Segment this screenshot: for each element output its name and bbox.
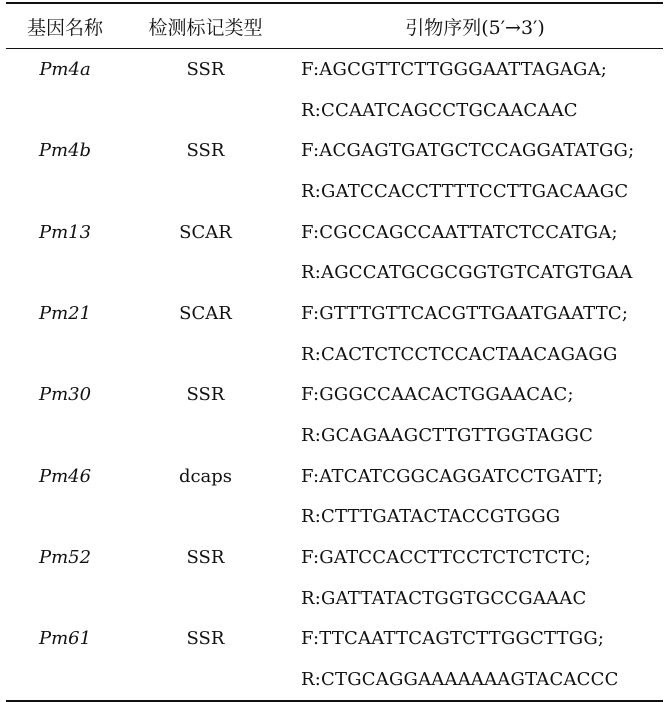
marker-type-cell: dcaps bbox=[178, 465, 233, 487]
marker-type-cell bbox=[124, 252, 287, 293]
table-row bbox=[6, 171, 663, 212]
primer-table bbox=[6, 2, 663, 702]
reverse-primer-cell: R:CTGCAGGAAAAAAAGTACACCC bbox=[287, 659, 663, 701]
table-row bbox=[6, 212, 663, 253]
header-row bbox=[6, 3, 663, 49]
reverse-primer-cell: R:GATCCACCTTTTCCTTGACAAGC bbox=[301, 180, 629, 202]
reverse-primer-cell: R:AGCCATGCGCGGTGTCATGTGAA bbox=[301, 262, 633, 284]
gene-name-cell bbox=[6, 171, 124, 212]
marker-type-cell bbox=[124, 415, 287, 456]
marker-type-cell: SSR bbox=[186, 140, 225, 162]
marker-type-cell: SSR bbox=[186, 628, 225, 650]
gene-name-cell: Pm46 bbox=[38, 465, 92, 487]
table-row bbox=[6, 252, 663, 293]
table-row bbox=[6, 334, 663, 375]
marker-type-cell bbox=[124, 578, 287, 619]
marker-type-cell: SSR bbox=[186, 58, 225, 80]
header-primer-sequence: 引物序列(5′→3′) bbox=[287, 3, 663, 49]
marker-type-cell bbox=[124, 90, 287, 131]
table-body bbox=[6, 49, 663, 702]
reverse-primer-cell: R:CCAATCAGCCTGCAACAAC bbox=[301, 99, 578, 121]
header-marker-type: 检测标记类型 bbox=[124, 3, 287, 49]
gene-name-cell: Pm61 bbox=[38, 628, 92, 650]
forward-primer-cell: F:GATCCACCTTCCTCTCTCTC; bbox=[301, 547, 592, 569]
table-row bbox=[6, 537, 663, 578]
reverse-primer-cell: R:GCAGAAGCTTGTTGGTAGGC bbox=[301, 425, 594, 447]
marker-type-cell bbox=[124, 171, 287, 212]
marker-type-cell bbox=[124, 334, 287, 375]
gene-name-cell: Pm21 bbox=[38, 302, 92, 324]
gene-name-cell bbox=[6, 90, 124, 131]
table-row bbox=[6, 456, 663, 497]
marker-type-cell: SCAR bbox=[179, 302, 232, 324]
table-row bbox=[6, 659, 663, 701]
gene-name-cell bbox=[6, 497, 124, 538]
gene-name-cell: Pm4b bbox=[38, 140, 92, 162]
forward-primer-cell: F:GTTTGTTCACGTTGAATGAATTC; bbox=[301, 302, 629, 324]
forward-primer-cell: F:GGGCCAACACTGGAACAC; bbox=[301, 384, 574, 406]
table-row bbox=[6, 49, 663, 90]
gene-name-cell bbox=[6, 578, 124, 619]
table-row bbox=[6, 497, 663, 538]
marker-type-cell: SSR bbox=[186, 547, 225, 569]
marker-type-cell bbox=[124, 497, 287, 538]
table-row bbox=[6, 375, 663, 416]
table-row bbox=[6, 415, 663, 456]
forward-primer-cell: F:TTCAATTCAGTCTTGGCTTGG; bbox=[301, 628, 605, 650]
gene-name-cell: Pm4a bbox=[39, 58, 91, 80]
gene-name-cell: Pm30 bbox=[38, 384, 92, 406]
gene-name-cell bbox=[6, 659, 124, 701]
gene-name-cell bbox=[6, 334, 124, 375]
forward-primer-cell: F:AGCGTTCTTGGGAATTAGAGA; bbox=[301, 58, 608, 80]
forward-primer-cell: F:ACGAGTGATGCTCCAGGATATGG; bbox=[301, 140, 635, 162]
primer-table-container bbox=[6, 2, 663, 702]
table-row bbox=[6, 130, 663, 171]
reverse-primer-cell: R:CTTTGATACTACCGTGGG bbox=[301, 506, 561, 528]
table-row bbox=[6, 90, 663, 131]
gene-name-cell bbox=[6, 252, 124, 293]
gene-name-cell bbox=[6, 415, 124, 456]
forward-primer-cell: F:ATCATCGGCAGGATCCTGATT; bbox=[301, 465, 604, 487]
marker-type-cell bbox=[124, 659, 287, 701]
gene-name-cell: Pm52 bbox=[38, 547, 92, 569]
header-gene-name: 基因名称 bbox=[6, 3, 124, 49]
table-row bbox=[6, 578, 663, 619]
reverse-primer-cell: R:CACTCTCCTCCACTAACAGAGG bbox=[301, 343, 618, 365]
forward-primer-cell: F:CGCCAGCCAATTATCTCCATGA; bbox=[301, 221, 618, 243]
table-header bbox=[6, 3, 663, 49]
marker-type-cell: SCAR bbox=[179, 221, 232, 243]
gene-name-cell: Pm13 bbox=[38, 221, 92, 243]
table-row bbox=[6, 293, 663, 334]
marker-type-cell: SSR bbox=[186, 384, 225, 406]
reverse-primer-cell: R:GATTATACTGGTGCCGAAAC bbox=[301, 587, 587, 609]
table-row bbox=[6, 619, 663, 660]
